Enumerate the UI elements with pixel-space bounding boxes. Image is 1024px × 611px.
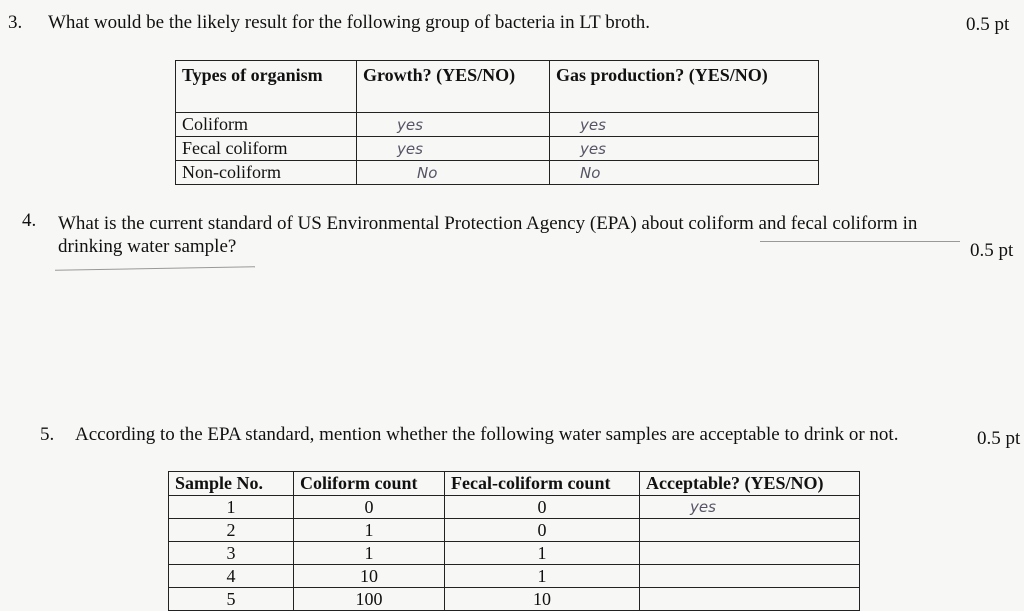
question-5-text: According to the EPA standard, mention whether the following water samples are acceptable to drink or not. xyxy=(75,424,899,445)
q5-header-sample: Sample No. xyxy=(169,472,294,496)
q3-growth-cell: yes xyxy=(357,113,550,137)
question-4-number: 4. xyxy=(22,210,37,231)
question-5-points: 0.5 pt xyxy=(977,428,1021,449)
q5-acceptable-cell: yes xyxy=(640,496,860,519)
q5-sample-cell: 5 xyxy=(169,588,294,611)
q5-header-fecal: Fecal-coliform count xyxy=(445,472,640,496)
table-row xyxy=(169,565,860,588)
table-row xyxy=(169,542,860,565)
q3-organism-cell: Non-coliform xyxy=(176,161,357,185)
question-4-line-1: What is the current standard of US Environmental Protection Agency (EPA) about coliform and fecal coliform in xyxy=(58,213,918,234)
q5-table xyxy=(168,471,860,611)
q5-sample-cell: 4 xyxy=(169,565,294,588)
q5-coliform-cell: 0 xyxy=(294,496,445,519)
pencil-line xyxy=(760,241,960,242)
q5-acceptable-cell xyxy=(640,565,860,588)
q3-growth-cell: yes xyxy=(357,137,550,161)
q5-header-acceptable: Acceptable? (YES/NO) xyxy=(640,472,860,496)
q3-organism-cell: Fecal coliform xyxy=(176,137,357,161)
question-3-number: 3. xyxy=(8,12,23,33)
table-row xyxy=(169,519,860,542)
table-row xyxy=(169,496,860,519)
q3-gas-cell: yes xyxy=(550,113,819,137)
q3-gas-cell: yes xyxy=(550,137,819,161)
q5-fecal-cell: 0 xyxy=(445,519,640,542)
q5-sample-cell: 2 xyxy=(169,519,294,542)
question-5-number: 5. xyxy=(40,424,55,445)
q5-table-header xyxy=(169,472,860,496)
pencil-line xyxy=(55,266,255,270)
q3-table-header xyxy=(176,61,819,113)
q5-acceptable-cell xyxy=(640,588,860,611)
q3-gas-cell: No xyxy=(550,161,819,185)
q5-coliform-cell: 100 xyxy=(294,588,445,611)
table-row xyxy=(169,588,860,611)
q5-coliform-cell: 1 xyxy=(294,519,445,542)
q3-header-gas: Gas production? (YES/NO) xyxy=(550,61,819,113)
q5-fecal-cell: 0 xyxy=(445,496,640,519)
q3-organism-cell: Coliform xyxy=(176,113,357,137)
q5-sample-cell: 1 xyxy=(169,496,294,519)
q5-acceptable-cell xyxy=(640,542,860,565)
q5-fecal-cell: 10 xyxy=(445,588,640,611)
question-3-points: 0.5 pt xyxy=(966,14,1010,35)
q5-fecal-cell: 1 xyxy=(445,542,640,565)
q3-header-organism: Types of organism xyxy=(176,61,357,113)
question-4-points: 0.5 pt xyxy=(970,240,1014,261)
q3-table xyxy=(175,60,819,185)
q3-header-growth: Growth? (YES/NO) xyxy=(357,61,550,113)
q5-fecal-cell: 1 xyxy=(445,565,640,588)
question-4-line-2: drinking water sample? xyxy=(58,236,237,257)
table-row xyxy=(176,137,819,161)
question-3-text: What would be the likely result for the following group of bacteria in LT broth. xyxy=(48,12,651,33)
q5-sample-cell: 3 xyxy=(169,542,294,565)
q5-acceptable-cell xyxy=(640,519,860,542)
q5-coliform-cell: 1 xyxy=(294,542,445,565)
q5-coliform-cell: 10 xyxy=(294,565,445,588)
table-row xyxy=(176,113,819,137)
q3-growth-cell: No xyxy=(357,161,550,185)
table-row xyxy=(176,161,819,185)
q5-header-coliform: Coliform count xyxy=(294,472,445,496)
